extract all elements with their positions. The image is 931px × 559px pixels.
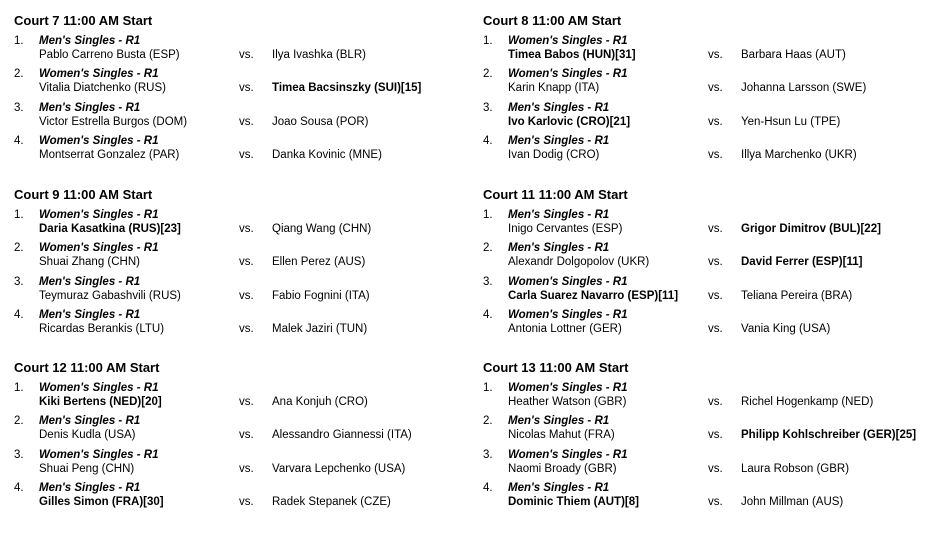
player-two: Vania King (USA): [741, 323, 831, 335]
player-two: Teliana Pereira (BRA): [741, 290, 853, 302]
versus-label: vs.: [239, 323, 254, 335]
versus-label: vs.: [239, 396, 254, 408]
match-row: [14, 209, 464, 239]
match-event: Women's Singles - R1: [508, 382, 628, 394]
versus-label: vs.: [708, 290, 723, 302]
player-one: Heather Watson (GBR): [508, 396, 627, 408]
match-number: 1.: [483, 35, 493, 47]
match-number: 1.: [483, 382, 493, 394]
versus-label: vs.: [708, 323, 723, 335]
court-title: Court 12 11:00 AM Start: [14, 360, 160, 375]
match-row: [483, 382, 931, 412]
player-one: Kiki Bertens (NED)[20]: [39, 396, 162, 408]
match-event: Women's Singles - R1: [39, 135, 159, 147]
match-row: [14, 449, 464, 479]
match-row: [14, 35, 464, 65]
match-number: 4.: [14, 309, 24, 321]
versus-label: vs.: [708, 396, 723, 408]
match-row: [483, 102, 931, 132]
match-event: Women's Singles - R1: [508, 449, 628, 461]
match-event: Women's Singles - R1: [39, 242, 159, 254]
match-row: [483, 35, 931, 65]
match-row: [483, 135, 931, 165]
match-event: Men's Singles - R1: [39, 415, 141, 427]
versus-label: vs.: [708, 149, 723, 161]
versus-label: vs.: [708, 116, 723, 128]
versus-label: vs.: [708, 429, 723, 441]
match-event: Women's Singles - R1: [39, 68, 159, 80]
match-event: Men's Singles - R1: [39, 309, 141, 321]
player-two: Alessandro Giannessi (ITA): [272, 429, 412, 441]
versus-label: vs.: [239, 463, 254, 475]
player-two: Illya Marchenko (UKR): [741, 149, 857, 161]
player-two: Laura Robson (GBR): [741, 463, 850, 475]
match-event: Men's Singles - R1: [39, 35, 141, 47]
player-one: Victor Estrella Burgos (DOM): [39, 116, 188, 128]
match-number: 2.: [14, 242, 24, 254]
versus-label: vs.: [708, 496, 723, 508]
player-one: Montserrat Gonzalez (PAR): [39, 149, 180, 161]
player-two: Richel Hogenkamp (NED): [741, 396, 874, 408]
court-title: Court 11 11:00 AM Start: [483, 187, 628, 202]
match-number: 3.: [14, 276, 24, 288]
versus-label: vs.: [708, 82, 723, 94]
match-number: 3.: [483, 449, 493, 461]
player-two: John Millman (AUS): [741, 496, 844, 508]
player-two: Ilya Ivashka (BLR): [272, 49, 366, 61]
player-one: Daria Kasatkina (RUS)[23]: [39, 223, 181, 235]
player-two: Barbara Haas (AUT): [741, 49, 846, 61]
versus-label: vs.: [239, 496, 254, 508]
court-title: Court 9 11:00 AM Start: [14, 187, 153, 202]
match-number: 2.: [483, 242, 493, 254]
match-number: 2.: [483, 415, 493, 427]
player-two: Radek Stepanek (CZE): [272, 496, 391, 508]
match-event: Women's Singles - R1: [39, 449, 159, 461]
match-row: [14, 102, 464, 132]
player-one: Timea Babos (HUN)[31]: [508, 49, 636, 61]
match-event: Men's Singles - R1: [39, 102, 141, 114]
player-two: Grigor Dimitrov (BUL)[22]: [741, 223, 881, 235]
player-one: Naomi Broady (GBR): [508, 463, 617, 475]
match-row: [14, 242, 464, 272]
match-row: [483, 68, 931, 98]
player-one: Ricardas Berankis (LTU): [39, 323, 165, 335]
player-one: Denis Kudla (USA): [39, 429, 136, 441]
match-number: 3.: [14, 449, 24, 461]
player-one: Ivan Dodig (CRO): [508, 149, 600, 161]
match-row: [14, 309, 464, 339]
player-one: Karin Knapp (ITA): [508, 82, 600, 94]
player-two: Joao Sousa (POR): [272, 116, 369, 128]
match-event: Women's Singles - R1: [39, 382, 159, 394]
versus-label: vs.: [239, 149, 254, 161]
match-event: Women's Singles - R1: [508, 276, 628, 288]
player-one: Vitalia Diatchenko (RUS): [39, 82, 166, 94]
player-one: Teymuraz Gabashvili (RUS): [39, 290, 181, 302]
player-one: Shuai Peng (CHN): [39, 463, 135, 475]
player-two: Yen-Hsun Lu (TPE): [741, 116, 841, 128]
match-row: [483, 309, 931, 339]
player-two: Malek Jaziri (TUN): [272, 323, 368, 335]
player-one: Antonia Lottner (GER): [508, 323, 622, 335]
versus-label: vs.: [239, 116, 254, 128]
match-event: Men's Singles - R1: [508, 102, 610, 114]
match-row: [483, 276, 931, 306]
versus-label: vs.: [708, 223, 723, 235]
match-event: Men's Singles - R1: [508, 415, 610, 427]
player-two: Ana Konjuh (CRO): [272, 396, 368, 408]
player-one: Ivo Karlovic (CRO)[21]: [508, 116, 631, 128]
player-two: Qiang Wang (CHN): [272, 223, 372, 235]
match-number: 2.: [483, 68, 493, 80]
player-one: Alexandr Dolgopolov (UKR): [508, 256, 650, 268]
match-number: 4.: [483, 309, 493, 321]
match-row: [483, 242, 931, 272]
player-one: Pablo Carreno Busta (ESP): [39, 49, 180, 61]
match-number: 4.: [14, 135, 24, 147]
court-title: Court 8 11:00 AM Start: [483, 13, 622, 28]
player-two: David Ferrer (ESP)[11]: [741, 256, 863, 268]
match-number: 1.: [483, 209, 493, 221]
match-event: Women's Singles - R1: [508, 68, 628, 80]
player-two: Ellen Perez (AUS): [272, 256, 366, 268]
versus-label: vs.: [239, 256, 254, 268]
match-row: [14, 382, 464, 412]
match-event: Women's Singles - R1: [39, 209, 159, 221]
player-two: Philipp Kohlschreiber (GER)[25]: [741, 429, 917, 441]
match-event: Women's Singles - R1: [508, 309, 628, 321]
match-number: 4.: [483, 135, 493, 147]
versus-label: vs.: [708, 49, 723, 61]
match-row: [483, 482, 931, 512]
court-title: Court 7 11:00 AM Start: [14, 13, 153, 28]
match-event: Men's Singles - R1: [508, 135, 610, 147]
match-event: Men's Singles - R1: [508, 482, 610, 494]
match-row: [483, 449, 931, 479]
match-row: [14, 135, 464, 165]
versus-label: vs.: [239, 223, 254, 235]
match-number: 2.: [14, 415, 24, 427]
player-two: Fabio Fognini (ITA): [272, 290, 370, 302]
versus-label: vs.: [239, 82, 254, 94]
player-one: Carla Suarez Navarro (ESP)[11]: [508, 290, 679, 302]
player-two: Timea Bacsinszky (SUI)[15]: [272, 82, 422, 94]
versus-label: vs.: [708, 463, 723, 475]
match-row: [14, 276, 464, 306]
versus-label: vs.: [239, 429, 254, 441]
player-one: Inigo Cervantes (ESP): [508, 223, 623, 235]
match-number: 1.: [14, 382, 24, 394]
versus-label: vs.: [239, 49, 254, 61]
match-event: Men's Singles - R1: [508, 242, 610, 254]
match-event: Women's Singles - R1: [508, 35, 628, 47]
match-number: 1.: [14, 209, 24, 221]
versus-label: vs.: [239, 290, 254, 302]
match-number: 4.: [14, 482, 24, 494]
player-one: Nicolas Mahut (FRA): [508, 429, 615, 441]
match-row: [483, 415, 931, 445]
match-row: [14, 482, 464, 512]
match-row: [14, 68, 464, 98]
match-event: Men's Singles - R1: [39, 276, 141, 288]
court-title: Court 13 11:00 AM Start: [483, 360, 629, 375]
player-one: Gilles Simon (FRA)[30]: [39, 496, 164, 508]
match-number: 3.: [483, 102, 493, 114]
player-two: Danka Kovinic (MNE): [272, 149, 382, 161]
match-number: 2.: [14, 68, 24, 80]
match-number: 4.: [483, 482, 493, 494]
match-row: [14, 415, 464, 445]
match-number: 3.: [483, 276, 493, 288]
match-number: 1.: [14, 35, 24, 47]
match-event: Men's Singles - R1: [508, 209, 610, 221]
player-one: Shuai Zhang (CHN): [39, 256, 140, 268]
player-one: Dominic Thiem (AUT)[8]: [508, 496, 639, 508]
match-number: 3.: [14, 102, 24, 114]
player-two: Varvara Lepchenko (USA): [272, 463, 406, 475]
match-event: Men's Singles - R1: [39, 482, 141, 494]
player-two: Johanna Larsson (SWE): [741, 82, 867, 94]
versus-label: vs.: [708, 256, 723, 268]
match-row: [483, 209, 931, 239]
